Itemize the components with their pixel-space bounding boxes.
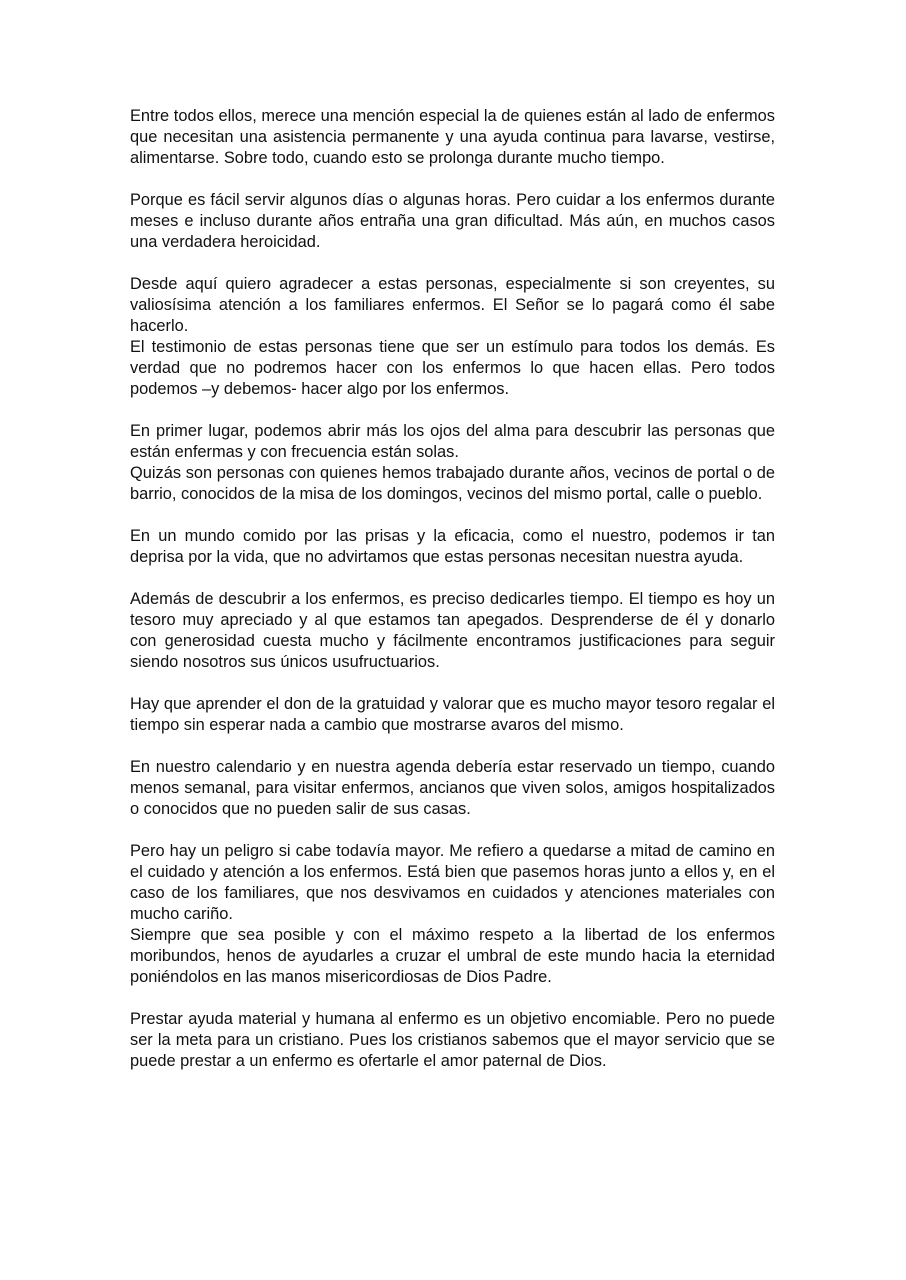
paragraph-1: Entre todos ellos, merece una mención especial la de quienes están al lado de enfermos que necesitan una asistencia permanente y una ayuda continua para lavarse, vestirse, alimentarse. Sobre todo, cuando esto se prolonga durante mucho tiempo.: [130, 107, 775, 167]
paragraph-6: Quizás son personas con quienes hemos trabajado durante años, vecinos de portal o de barrio, conocidos de la misa de los domingos, vecinos del mismo portal, calle o pueblo.: [130, 464, 775, 503]
paragraph-8: Además de descubrir a los enfermos, es preciso dedicarles tiempo. El tiempo es hoy un tesoro muy apreciado y al que estamos tan apegados. Desprenderse de él y donarlo con generosidad cuesta mucho y fácilmente encontramos justificaciones para seguir siendo nosotros sus únicos usufructuarios.: [130, 590, 775, 671]
paragraph-9: Hay que aprender el don de la gratuidad y valorar que es mucho mayor tesoro regalar el tiempo sin esperar nada a cambio que mostrarse avaros del mismo.: [130, 695, 775, 734]
paragraph-13: Prestar ayuda material y humana al enfermo es un objetivo encomiable. Pero no puede ser la meta para un cristiano. Pues los cristianos sabemos que el mayor servicio que se puede prestar a un enfermo es ofertarle el amor paternal de Dios.: [130, 1010, 775, 1070]
paragraph-7: En un mundo comido por las prisas y la eficacia, como el nuestro, podemos ir tan deprisa por la vida, que no advirtamos que estas personas necesitan nuestra ayuda.: [130, 527, 775, 566]
paragraph-10: En nuestro calendario y en nuestra agenda debería estar reservado un tiempo, cuando menos semanal, para visitar enfermos, ancianos que viven solos, amigos hospitalizados o conocidos que no pueden salir de sus casas.: [130, 758, 775, 818]
paragraph-3: Desde aquí quiero agradecer a estas personas, especialmente si son creyentes, su valiosísima atención a los familiares enfermos. El Señor se lo pagará como él sabe hacerlo.: [130, 275, 775, 335]
paragraph-12: Siempre que sea posible y con el máximo respeto a la libertad de los enfermos moribundos, henos de ayudarles a cruzar el umbral de este mundo hacia la eternidad poniéndolos en las manos misericordiosas de Dios Padre.: [130, 926, 775, 986]
paragraph-4: El testimonio de estas personas tiene que ser un estímulo para todos los demás. Es verdad que no podremos hacer con los enfermos lo que hacen ellas. Pero todos podemos –y debemos- hacer algo por los enfermos.: [130, 338, 775, 398]
paragraph-2: Porque es fácil servir algunos días o algunas horas. Pero cuidar a los enfermos durante meses e incluso durante años entraña una gran dificultad. Más aún, en muchos casos una verdadera heroicidad.: [130, 191, 775, 251]
document-page: [130, 106, 775, 1072]
paragraph-5: En primer lugar, podemos abrir más los ojos del alma para descubrir las personas que están enfermas y con frecuencia están solas.: [130, 422, 775, 461]
paragraph-11: Pero hay un peligro si cabe todavía mayor. Me refiero a quedarse a mitad de camino en el cuidado y atención a los enfermos. Está bien que pasemos horas junto a ellos y, en el caso de los familiares, que nos desvivamos en cuidados y atenciones materiales con mucho cariño.: [130, 842, 775, 923]
